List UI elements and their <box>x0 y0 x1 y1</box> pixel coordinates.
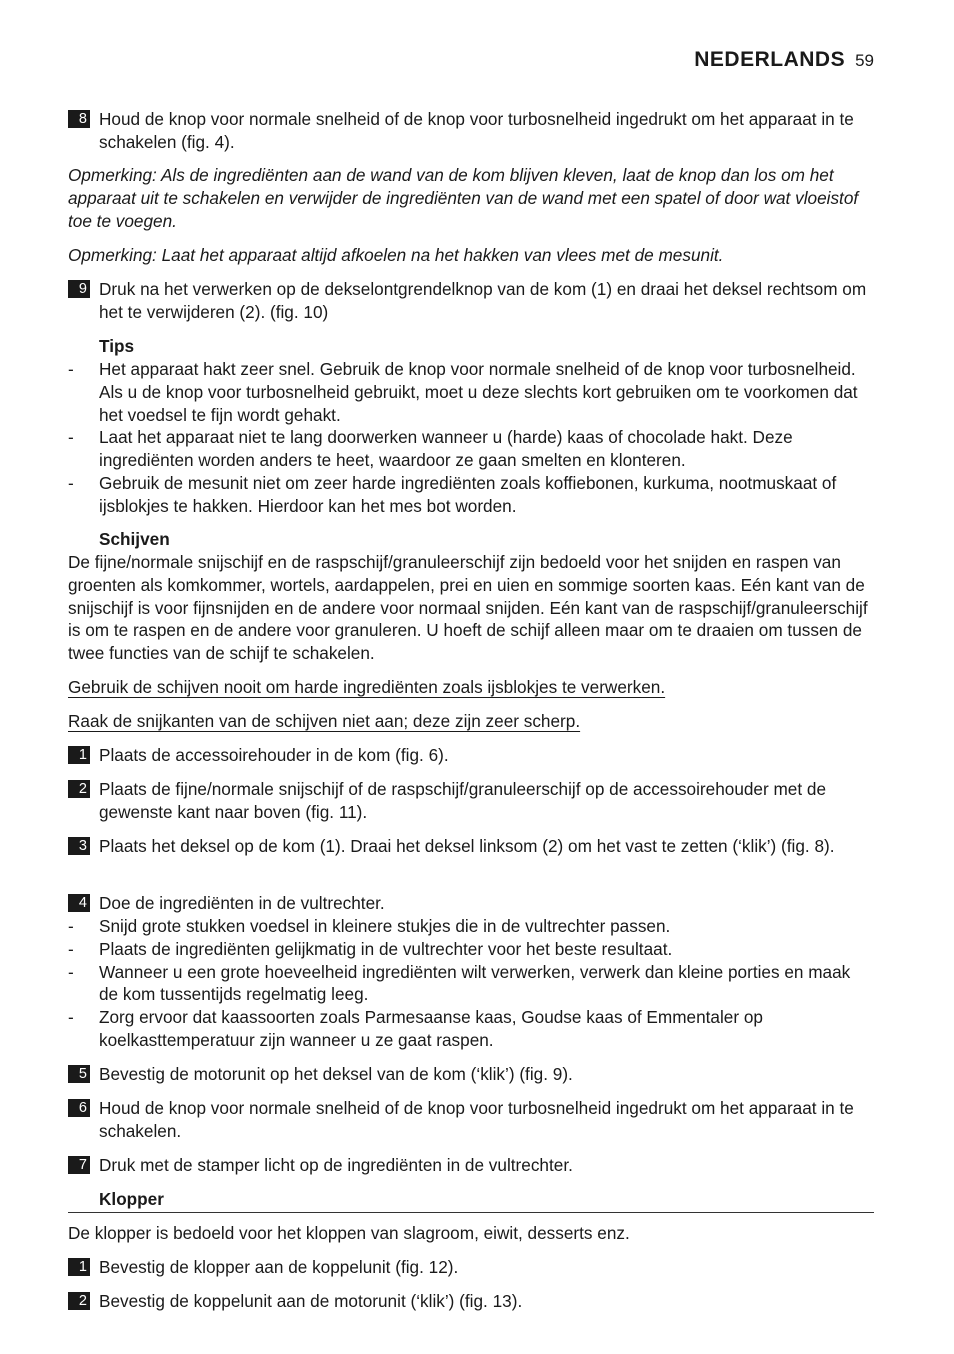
step-number-badge: 8 <box>68 110 90 128</box>
step-number-badge: 1 <box>68 746 90 764</box>
step-text: Plaats de accessoirehouder in de kom (fig. 6). <box>99 745 449 765</box>
tips-heading: Tips <box>99 336 135 356</box>
note-1: Opmerking: Als de ingrediënten aan de wand van de kom blijven kleven, laat de knop dan los om het apparaat uit te schakelen en verwijder de ingrediënten van de wand met een spatel of door wat vloeistof toe te voegen. <box>68 165 859 231</box>
step-number-badge: 2 <box>68 1292 90 1310</box>
bullet-dash: - <box>68 916 74 936</box>
bullet-dash: - <box>68 961 74 982</box>
step-number-badge: 2 <box>68 780 90 798</box>
bullet-dash: - <box>68 359 74 379</box>
step-text: Bevestig de klopper aan de koppelunit (fig. 12). <box>99 1257 459 1277</box>
tips-list <box>68 358 874 518</box>
step-text: Houd de knop voor normale snelheid of de knop voor turbosnelheid ingedrukt om het apparaat in te schakelen (fig. 4). <box>99 109 854 152</box>
warning-text: Raak de snijkanten van de schijven niet aan; deze zijn zeer scherp. <box>68 711 581 731</box>
list-item-text: Laat het apparaat niet te lang doorwerken wanneer u (harde) kaas of chocolade hakt. Deze ingrediënten worden anders te heet, waardoor ze gaan smelten en klonteren. <box>99 427 793 471</box>
step-8 <box>68 108 874 154</box>
list-item-text: Wanneer u een grote hoeveelheid ingrediënten wilt verwerken, verwerk dan kleine porties en maak de kom tussentijds regelmatig leeg. <box>99 961 851 1005</box>
list-item <box>68 938 874 961</box>
list-item-text: Snijd grote stukken voedsel in kleinere stukjes die in de vultrechter passen. <box>99 916 671 936</box>
schijven-heading: Schijven <box>99 529 170 549</box>
bullet-dash: - <box>68 472 74 493</box>
schijven-step-5 <box>68 1063 874 1086</box>
step-text: Doe de ingrediënten in de vultrechter. <box>99 893 385 913</box>
warning-1 <box>68 676 874 699</box>
list-item-text: Het apparaat hakt zeer snel. Gebruik de knop voor normale snelheid of de knop voor turbosnelheid. Als u de knop voor turbosnelheid gebruikt, moet u deze slechts kort gebruiken om te voorkomen dat het voedsel te fijn wordt gehakt. <box>99 359 858 425</box>
step-number-badge: 4 <box>68 894 90 912</box>
step-text: Plaats het deksel op de kom (1). Draai het deksel linksom (2) om het vast te zetten (‘klik’) (fig. 8). <box>99 836 835 856</box>
step-text: Druk na het verwerken op de dekselontgrendelknop van de kom (1) en draai het deksel rechtsom om het te verwijderen (2). (fig. 10) <box>99 279 867 322</box>
step-text: Bevestig de motorunit op het deksel van de kom (‘klik’) (fig. 9). <box>99 1064 573 1084</box>
klopper-step-1 <box>68 1256 874 1279</box>
list-item <box>68 915 874 938</box>
list-item-text: Zorg ervoor dat kaassoorten zoals Parmesaanse kaas, Goudse kaas of Emmentaler op koelkasttemperatuur zijn wanneer u ze gaat raspen. <box>99 1007 763 1050</box>
list-item <box>68 1006 874 1052</box>
step-number-badge: 6 <box>68 1099 90 1117</box>
list-item-text: Gebruik de mesunit niet om zeer harde ingrediënten zoals koffiebonen, kurkuma, nootmuskaat of ijsblokjes te hakken. Hierdoor kan het mes bot worden. <box>99 472 837 516</box>
klopper-step-2 <box>68 1290 874 1313</box>
section-divider <box>68 1212 874 1213</box>
schijven-step-6 <box>68 1097 874 1143</box>
schijven-step-3 <box>68 835 874 858</box>
bullet-dash: - <box>68 427 74 448</box>
step-text: Plaats de fijne/normale snijschijf of de raspschijf/granuleerschijf op de accessoirehouder met de gewenste kant naar boven (fig. 11). <box>99 779 827 822</box>
list-item <box>68 426 874 472</box>
list-item <box>68 358 874 426</box>
language-label: NEDERLANDS <box>694 48 846 71</box>
step-4-list <box>68 915 874 1052</box>
bullet-dash: - <box>68 938 74 959</box>
schijven-step-7 <box>68 1154 874 1177</box>
page-header <box>694 48 874 72</box>
warning-text: Gebruik de schijven nooit om harde ingrediënten zoals ijsblokjes te verwerken. <box>68 677 666 697</box>
step-number-badge: 9 <box>68 280 90 298</box>
schijven-step-1 <box>68 744 874 767</box>
step-9 <box>68 278 874 324</box>
bullet-dash: - <box>68 1007 74 1028</box>
page-number: 59 <box>855 51 874 70</box>
step-text: Houd de knop voor normale snelheid of de knop voor turbosnelheid ingedrukt om het apparaat in te schakelen. <box>99 1098 854 1141</box>
warning-2 <box>68 710 874 733</box>
klopper-intro: De klopper is bedoeld voor het kloppen van slagroom, eiwit, desserts enz. <box>68 1223 630 1243</box>
note-2: Opmerking: Laat het apparaat altijd afkoelen na het hakken van vlees met de mesunit. <box>68 245 724 265</box>
schijven-step-4 <box>68 892 874 915</box>
step-text: Druk met de stamper licht op de ingrediënten in de vultrechter. <box>99 1155 573 1175</box>
step-number-badge: 1 <box>68 1258 90 1276</box>
step-number-badge: 5 <box>68 1065 90 1083</box>
klopper-heading: Klopper <box>99 1189 164 1209</box>
step-text: Bevestig de koppelunit aan de motorunit (‘klik’) (fig. 13). <box>99 1291 523 1311</box>
step-number-badge: 7 <box>68 1156 90 1174</box>
list-item-text: Plaats de ingrediënten gelijkmatig in de vultrechter voor het beste resultaat. <box>99 938 673 959</box>
list-item <box>68 961 874 1007</box>
schijven-step-2 <box>68 778 874 824</box>
step-number-badge: 3 <box>68 837 90 855</box>
list-item <box>68 472 874 518</box>
schijven-intro: De fijne/normale snijschijf en de raspschijf/granuleerschijf zijn bedoeld voor het snijden en raspen van groenten als komkommer, wortels, aardappelen, prei en uien en sommige soorten kaas. Eén kant van de snijschijf is voor fijnsnijden en de andere voor normaal snijden. Eén kant van de raspschijf/granuleerschijf is om te raspen en de andere voor granuleren. U hoeft de schijf alleen maar om te draaien om tussen de twee functies van de schijf te schakelen. <box>68 552 868 664</box>
